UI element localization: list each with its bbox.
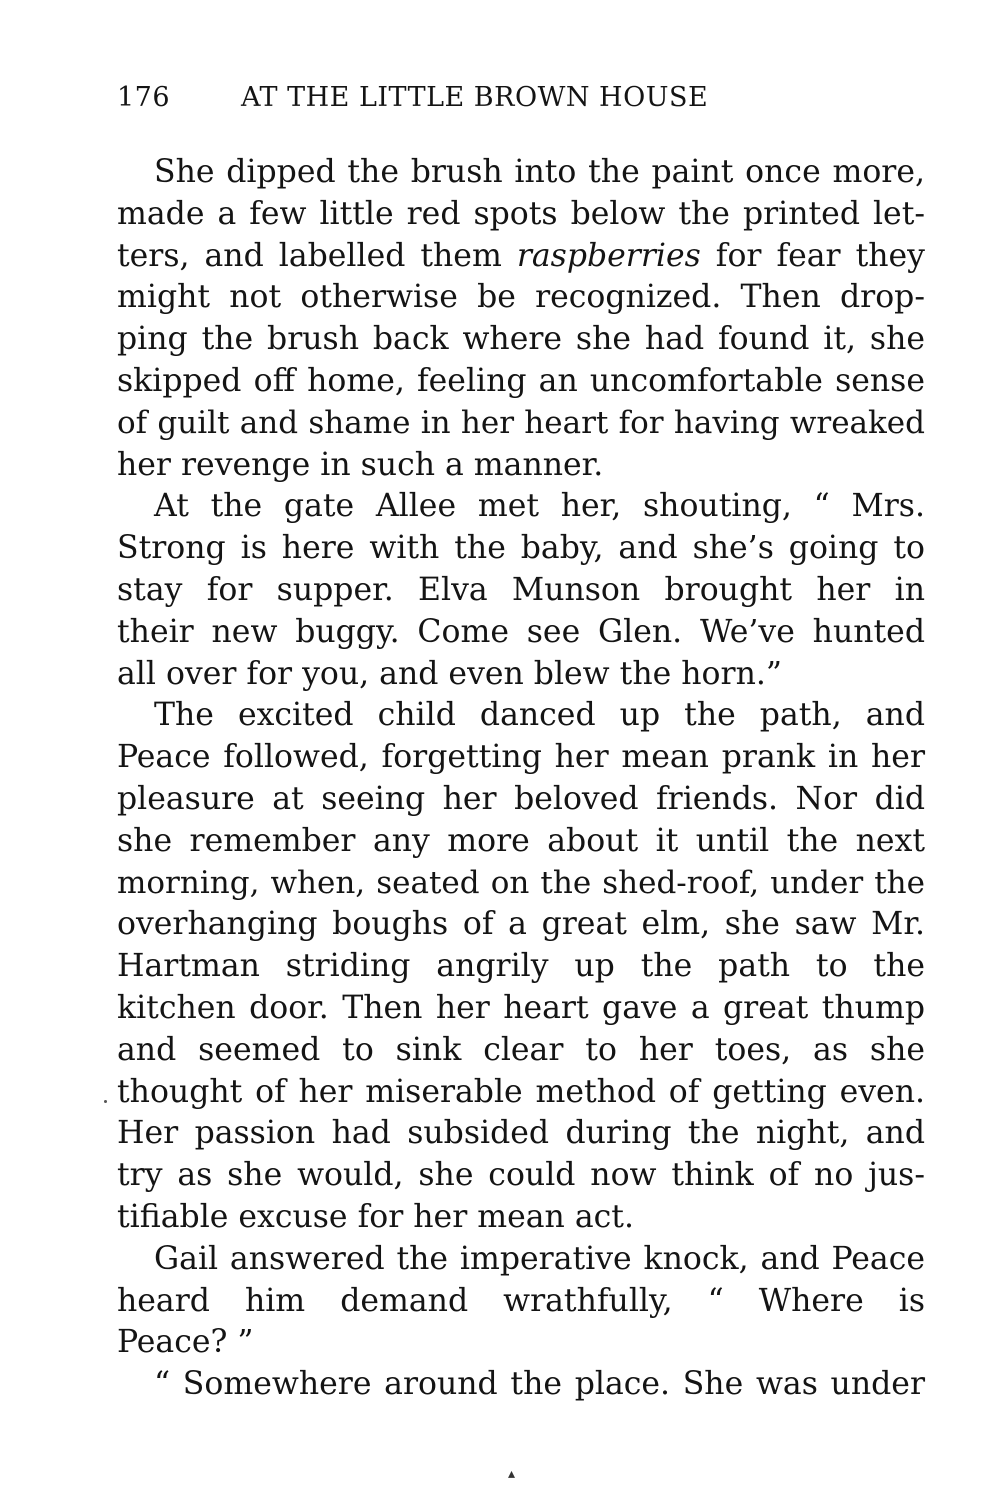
text-line: thought of her miserable method of getting even. [117,1073,925,1110]
emphasis-text: raspberries [516,237,701,274]
text-line: heard him demand wrathfully, “ Where is [117,1282,925,1319]
text-line: might not otherwise be recognized. Then drop- [117,279,925,316]
text-line: Her passion had subsided during the night, and [117,1115,925,1152]
text-line: made a few little red spots below the printed let- [117,195,925,232]
text-line: ping the brush back where she had found it, she [117,321,925,358]
text-segment: for fear they [700,237,925,274]
text-line: their new buggy. Come see Glen. We’ve hunted [117,613,925,650]
text-line: try as she would, she could now think of no jus- [117,1157,925,1194]
text-line: Strong is here with the baby, and she’s going to [117,530,925,567]
text-line: Peace followed, forgetting her mean prank in her [117,739,925,776]
text-line: her revenge in such a manner. [117,446,604,483]
text-line: Hartman striding angrily up the path to the [117,948,925,985]
text-line: She dipped the brush into the paint once more, [154,154,925,190]
text-line: stay for supper. Elva Munson brought her in [117,571,925,608]
text-line: overhanging boughs of a great elm, she saw Mr. [117,906,925,943]
text-line: all over for you, and even blew the horn.” [117,655,782,692]
text-line: Gail answered the imperative knock, and Peace [154,1240,925,1277]
running-title: AT THE LITTLE BROWN HOUSE [241,82,709,113]
text-line: kitchen door. Then her heart gave a great thump [117,989,925,1026]
text-line: pleasure at seeing her beloved friends. Nor did [117,780,925,817]
text-line: morning, when, seated on the shed-roof, under the [117,864,925,901]
body-text [117,152,925,1406]
text-line: Peace? ” [117,1324,254,1361]
margin-speck [104,1100,107,1103]
text-line: “ Somewhere around the place. She was under [154,1366,925,1403]
text-segment: ters, and labelled them [117,237,517,274]
text-line: she remember any more about it until the next [117,822,925,859]
text-line: skipped off home, feeling an uncomfortable sense [117,362,925,399]
text-line: tifiable excuse for her mean act. [117,1198,634,1235]
text-line: and seemed to sink clear to her toes, as she [117,1031,925,1068]
text-line: The excited child danced up the path, and [154,697,925,734]
text-line [117,236,925,278]
running-head [117,82,807,122]
page-number: 176 [117,82,171,113]
text-line: At the gate Allee met her, shouting, “ Mrs. [154,488,925,525]
bottom-ornament-icon: ▴ [508,1466,516,1482]
text-line: of guilt and shame in her heart for having wreaked [117,404,925,441]
